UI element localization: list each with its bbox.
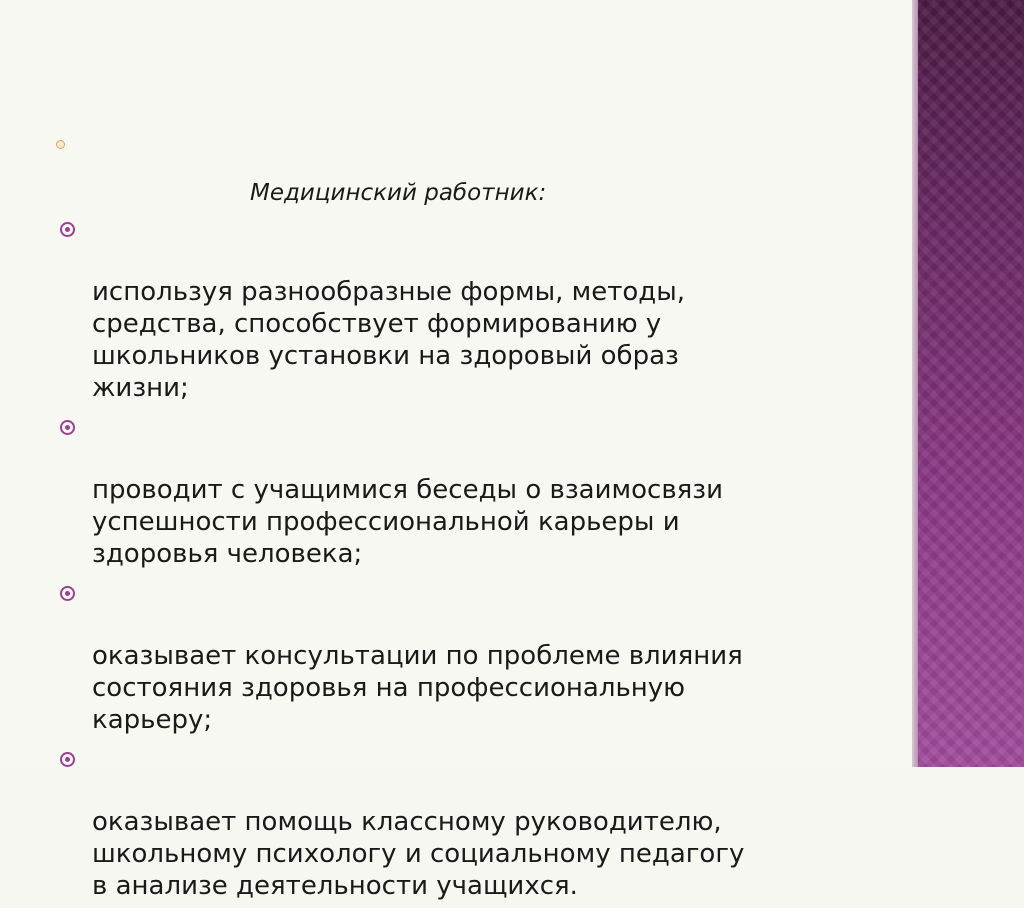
slide-heading: Медицинский работник:: [250, 180, 547, 206]
bullet-item: [60, 576, 880, 736]
bullet-item: [60, 410, 880, 570]
slide-content: [60, 176, 880, 908]
bullet-item: [60, 742, 880, 902]
decorative-side-band: [912, 0, 1024, 767]
circled-dot-icon: [60, 420, 75, 435]
bullet-item: [60, 212, 880, 404]
small-circle-icon: [56, 140, 65, 149]
circled-dot-icon: [60, 752, 75, 767]
circled-dot-icon: [60, 586, 75, 601]
bullet-text: оказывает помощь классному руководителю, школьному психологу и социальному педагогу в анализе деятельности учащихся.: [92, 807, 745, 901]
bullet-text: используя разнообразные формы, методы, средства, способствует формированию у школьников установки на здоровый образ жизни;: [92, 277, 686, 403]
side-band-edge: [912, 0, 918, 767]
bullet-text: проводит с учащимися беседы о взаимосвязи успешности профессиональной карьеры и здоровья человека;: [92, 475, 724, 569]
circled-dot-icon: [60, 222, 75, 237]
bullet-list: [60, 212, 880, 902]
bullet-text: оказывает консультации по проблеме влияния состояния здоровья на профессиональную карьеру;: [92, 641, 743, 735]
